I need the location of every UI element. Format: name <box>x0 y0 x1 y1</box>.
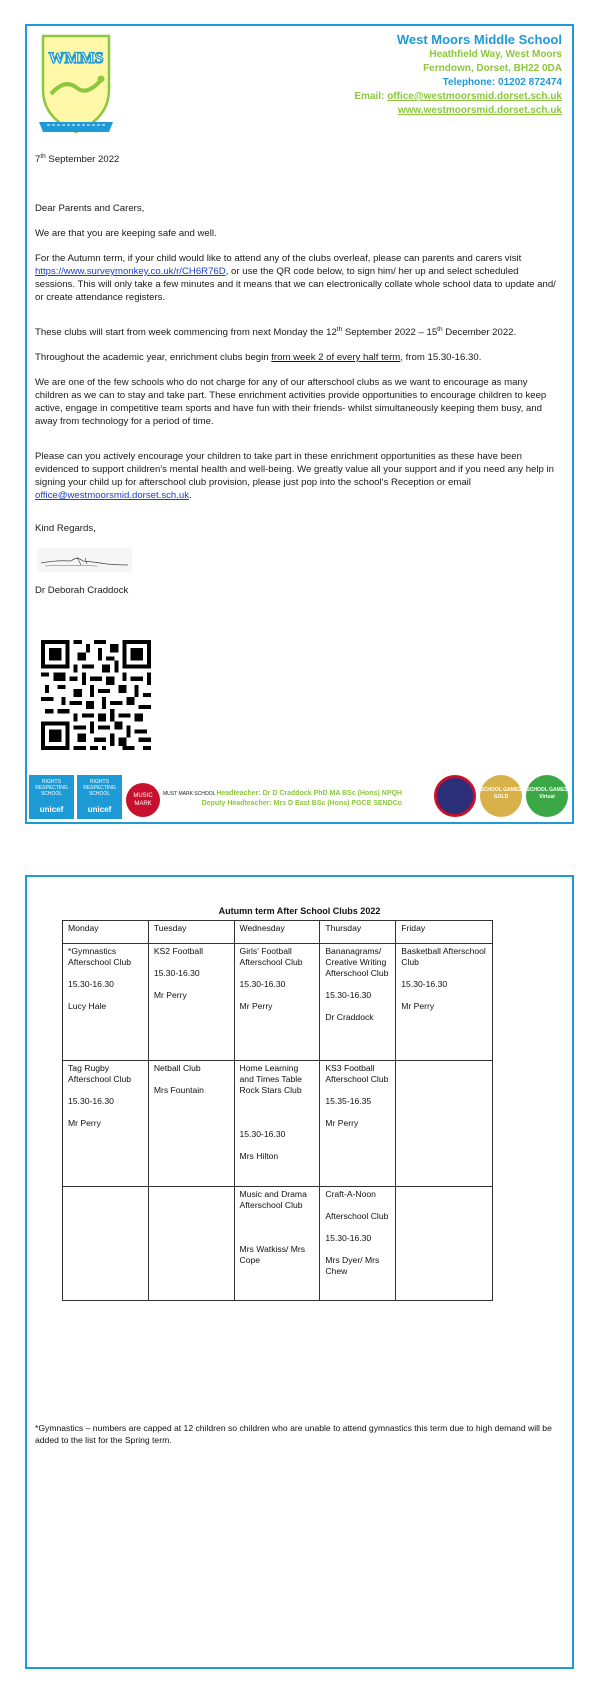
header-wednesday: Wednesday <box>234 921 320 944</box>
paragraph-3-sup-2: th <box>437 325 443 333</box>
round-badge-red-blue <box>434 775 476 817</box>
paragraph-2-text-a: For the Autumn term, if your child would like to attend any of the clubs overleaf, please can parents and carers visit <box>35 253 522 264</box>
letter-date <box>35 153 560 166</box>
table-cell <box>320 944 396 1061</box>
table-row <box>63 1187 493 1301</box>
rights-respecting-badge-2 <box>77 775 122 819</box>
paragraph-4 <box>35 351 560 364</box>
paragraph-3 <box>35 326 560 339</box>
club-leader: Mrs Fountain <box>153 1085 204 1095</box>
club-leader: Mr Perry <box>325 1118 359 1128</box>
club-name: Music and Drama Afterschool Club <box>239 1189 307 1210</box>
paragraph-5: We are one of the few schools who do not charge for any of our afterschool clubs as we want to encourage as many children as we can to stay and take part. These enrichment activities provide opportunities to encourage children to keep active, engage in competitive team sports and have fun with their friends- whilst simultaneously keeping them busy, and away from technology for a period of time. <box>35 377 547 427</box>
date-suffix: th <box>40 152 46 160</box>
date-day: 7 <box>35 154 41 165</box>
club-subtitle: Afterschool Club <box>325 1211 389 1221</box>
music-mark-school-text: MUST MARK SCHOOL <box>163 791 216 797</box>
table-cell <box>320 1187 396 1301</box>
qr-code[interactable] <box>37 634 155 756</box>
unicef-logo-2: unicef <box>87 805 112 814</box>
club-time: 15.30-16.30 <box>153 968 200 978</box>
club-time: 15.30-16.30 <box>401 979 448 989</box>
clubs-table <box>62 920 493 1301</box>
table-cell <box>234 1061 320 1187</box>
cell-spacer <box>240 1107 315 1118</box>
club-time: 15.30-16.30 <box>325 990 372 1000</box>
club-name: Basketball Afterschool Club <box>401 946 486 967</box>
email-line <box>354 90 562 104</box>
timetable-title: Autumn term After School Clubs 2022 <box>218 906 381 916</box>
table-header-row <box>63 921 493 944</box>
club-leader: Mrs Watkiss/ Mrs Cope <box>239 1244 306 1265</box>
table-row <box>63 1061 493 1187</box>
office-email-link[interactable]: office@westmoorsmid.dorset.sch.uk <box>35 490 190 501</box>
school-contact-block <box>354 32 562 118</box>
table-cell <box>148 1187 234 1301</box>
table-cell <box>63 944 149 1061</box>
club-leader: Mr Perry <box>68 1118 101 1128</box>
gymnastics-footnote: *Gymnastics – numbers are capped at 12 children so children who are unable to attend gymnastics this term due to high demand will be added to the list for the Spring term. <box>35 1423 552 1445</box>
club-name: Netball Club <box>153 1063 201 1073</box>
paragraph-4-text-b: , from 15.30-16.30. <box>400 352 482 363</box>
survey-link[interactable]: https://www.surveymonkey.co.uk/r/CH6R76D <box>35 266 226 277</box>
deputy-headteacher: Deputy Headteacher: Mrs D East BSc (Hons) PGCE SENDCo <box>201 800 402 807</box>
club-time: 15.30-16.30 <box>68 979 114 989</box>
club-leader: Mrs Dyer/ Mrs Chew <box>325 1255 380 1276</box>
rights-respecting-badge-1 <box>29 775 74 819</box>
club-name: KS2 Football <box>153 946 204 956</box>
club-time: 15.30-16.30 <box>325 1233 372 1243</box>
website-line <box>354 104 562 118</box>
club-time: 15.35-16.35 <box>325 1096 372 1106</box>
paragraph-4-text-a: Throughout the academic year, enrichment clubs begin <box>35 352 272 363</box>
headteacher-block <box>192 789 402 809</box>
header-thursday: Thursday <box>320 921 396 944</box>
paragraph-3-text-a: These clubs will start from week commencing from next Monday the 12 <box>35 327 337 338</box>
school-logo <box>35 32 117 136</box>
paragraph-2 <box>35 252 560 304</box>
table-cell <box>396 1061 493 1187</box>
table-cell <box>63 1187 149 1301</box>
club-time: 15.30-16.30 <box>68 1096 114 1106</box>
cell-spacer <box>240 1222 315 1233</box>
club-leader: Mr Perry <box>153 990 187 1000</box>
club-leader: Lucy Hale <box>68 1001 107 1011</box>
headteacher: Headteacher: Dr D Craddock PhD MA BSc (Hons) NPQH <box>216 790 402 797</box>
email-label: Email: <box>354 91 388 102</box>
paragraph-3-sup-1: th <box>336 325 343 333</box>
address-line-2: Ferndown, Dorset, BH22 0DA <box>423 63 562 74</box>
club-name: Craft-A-Noon <box>325 1189 376 1199</box>
table-cell <box>396 1187 493 1301</box>
header-friday: Friday <box>396 921 493 944</box>
header-tuesday: Tuesday <box>148 921 234 944</box>
club-name: Home Learning and Times Table Rock Stars Club <box>239 1063 302 1095</box>
club-name: *Gymnastics Afterschool Club <box>68 946 132 967</box>
table-cell <box>234 1187 320 1301</box>
letter-page <box>25 24 574 824</box>
unicef-logo-1: unicef <box>39 805 64 814</box>
club-leader: Mr Perry <box>239 1001 273 1011</box>
email-link[interactable]: office@westmoorsmid.dorset.sch.uk <box>387 91 562 102</box>
club-time: 15.30-16.30 <box>239 1129 286 1139</box>
paragraph-6 <box>35 450 560 502</box>
club-name: Girls' Football Afterschool Club <box>239 946 303 967</box>
school-games-virtual-badge: SCHOOL GAMES Virtual <box>526 775 568 817</box>
telephone: Telephone: 01202 872474 <box>442 77 562 88</box>
paragraph-4-underlined: from week 2 of every half term <box>271 352 401 363</box>
paragraph-3-text-b: September 2022 – 15 <box>342 327 438 338</box>
signatory-name: Dr Deborah Craddock <box>35 585 129 596</box>
table-row <box>63 944 493 1061</box>
club-leader: Mr Perry <box>401 1001 435 1011</box>
rights-badge-2-text: RIGHTS RESPECTING SCHOOL <box>83 779 116 797</box>
table-cell <box>148 944 234 1061</box>
header-monday: Monday <box>63 921 149 944</box>
music-mark-logo: MUSIC MARK <box>126 783 160 817</box>
closing: Kind Regards, <box>35 523 96 534</box>
paragraph-3-text-c: December 2022. <box>442 327 517 338</box>
paragraph-6-text-b: . <box>189 490 192 501</box>
club-name: Bananagrams/ Creative Writing Afterschool Club <box>325 946 389 978</box>
club-name: KS3 Football Afterschool Club <box>325 1063 389 1084</box>
logo-lettering: WMMS <box>48 50 104 67</box>
table-cell <box>396 944 493 1061</box>
table-cell <box>320 1061 396 1187</box>
club-leader: Dr Craddock <box>325 1012 374 1022</box>
club-time: 15.30-16.30 <box>239 979 286 989</box>
club-leader: Mrs Hilton <box>239 1151 279 1161</box>
table-cell <box>63 1061 149 1187</box>
salutation: Dear Parents and Carers, <box>35 203 145 214</box>
paragraph-6-text-a: Please can you actively encourage your children to take part in these enrichment opportunities as these have been evidenced to support children's mental health and well-being. We greatly value all your support and if you need any help in signing your child up for afterschool club provision, please just pop into the school's Reception or email <box>35 451 554 488</box>
address-line-1: Heathfield Way, West Moors <box>429 49 562 60</box>
table-cell <box>234 944 320 1061</box>
paragraph-2-text-b: , or use the QR code below, to sign him/ her up and select scheduled sessions. This will only take a few minutes and it means that we can electronically collate whole school data to update and/ or create attendance registers. <box>35 266 556 303</box>
timetable-page <box>25 875 574 1669</box>
signature-image <box>37 548 132 572</box>
table-cell <box>148 1061 234 1187</box>
footer-badges <box>27 773 572 821</box>
paragraph-1: We are that you are keeping safe and well. <box>35 228 217 239</box>
school-games-gold-badge: SCHOOL GAMES GOLD <box>480 775 522 817</box>
rights-badge-1-text: RIGHTS RESPECTING SCHOOL <box>35 779 68 797</box>
club-name: Tag Rugby Afterschool Club <box>68 1063 132 1084</box>
date-rest: September 2022 <box>45 154 120 165</box>
website-link[interactable]: www.westmoorsmid.dorset.sch.uk <box>397 105 562 116</box>
school-name: West Moors Middle School <box>396 32 562 47</box>
